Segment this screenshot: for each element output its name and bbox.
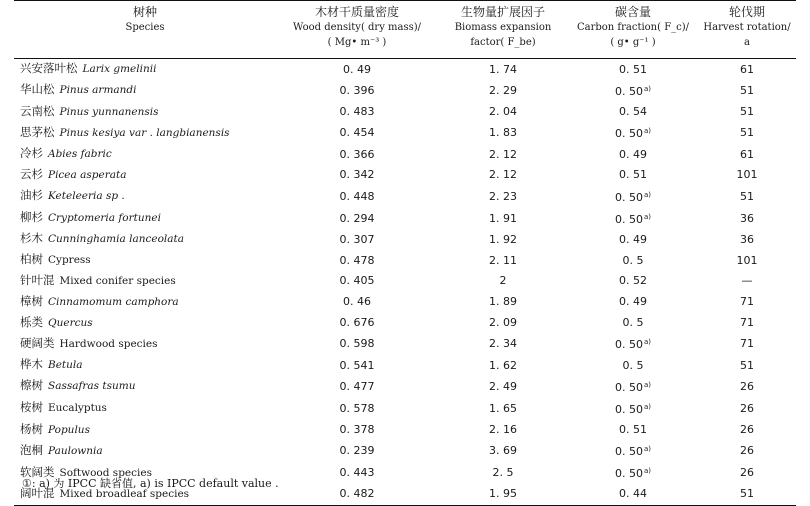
wood-density-cell [276, 80, 438, 102]
wood-density-cell [276, 250, 438, 271]
species-name-cell [14, 440, 276, 462]
biomass-expansion-cell [438, 313, 568, 334]
wood-density-cell-value: 0. 294 [339, 211, 375, 225]
harvest-rotation-cell-value: 36 [740, 211, 754, 225]
carbon-fraction-cell-value: 0. 54 [619, 105, 647, 119]
carbon-fraction-cell [568, 292, 698, 313]
carbon-fraction-cell [568, 271, 698, 292]
carbon-fraction-cell [568, 186, 698, 208]
harvest-rotation-cell [698, 355, 796, 376]
biomass-expansion-cell-value: 2. 29 [489, 83, 517, 97]
species-chinese-name: 柳杉 [20, 210, 43, 225]
wood-density-cell-value: 0. 448 [339, 189, 375, 203]
carbon-fraction-cell-value: 0. 50 [614, 445, 643, 459]
biomass-expansion-cell-value: 1. 65 [489, 401, 517, 415]
harvest-rotation-cell-value: 51 [740, 358, 754, 372]
wood-density-cell [276, 376, 438, 398]
biomass-expansion-cell-value: 1. 74 [489, 62, 517, 76]
wood-density-cell [276, 208, 438, 230]
ipcc-default-note-marker: a) [643, 127, 652, 136]
table-row [14, 186, 796, 208]
table-row [14, 165, 796, 186]
species-name-cell [14, 355, 276, 376]
species-latin-name: Picea asperata [48, 168, 127, 181]
wood-density-cell [276, 440, 438, 462]
wood-density-cell-value: 0. 478 [339, 253, 375, 267]
species-latin-name: Paulownia [48, 444, 103, 457]
table-row [14, 440, 796, 462]
carbon-fraction-cell-value: 0. 44 [619, 487, 647, 501]
harvest-rotation-cell-value: 26 [740, 423, 754, 437]
wood-density-cell-value: 0. 541 [339, 358, 375, 372]
table-row [14, 102, 796, 123]
biomass-expansion-cell [438, 355, 568, 376]
biomass-expansion-cell [438, 376, 568, 398]
carbon-fraction-cell-value: 0. 50 [614, 84, 643, 98]
table-row [14, 376, 796, 398]
carbon-fraction-cell [568, 440, 698, 462]
species-chinese-name: 柏树 [20, 252, 43, 267]
biomass-expansion-cell [438, 398, 568, 420]
carbon-fraction-cell [568, 250, 698, 271]
species-name-cell [14, 398, 276, 420]
species-name-cell [14, 144, 276, 165]
harvest-rotation-cell-value: 51 [740, 189, 754, 203]
wood-density-cell-value: 0. 578 [339, 401, 375, 415]
harvest-rotation-cell-value: 101 [736, 168, 758, 182]
biomass-expansion-cell-value: 3. 69 [489, 444, 517, 458]
harvest-rotation-cell-value: 26 [740, 379, 754, 393]
wood-density-cell [276, 122, 438, 144]
biomass-expansion-cell-value: 2. 16 [489, 423, 517, 437]
carbon-fraction-cell [568, 122, 698, 144]
harvest-rotation-cell [698, 333, 796, 355]
carbon-fraction-cell-value: 0. 50 [614, 338, 643, 352]
harvest-rotation-cell-value: 26 [740, 401, 754, 415]
species-latin-name: Abies fabric [48, 148, 112, 161]
species-chinese-name: 檫树 [20, 378, 43, 393]
harvest-rotation-cell-value: 51 [740, 487, 754, 501]
species-chinese-name: 华山松 [20, 82, 55, 97]
wood-density-cell-value: 0. 342 [339, 168, 375, 182]
species-latin-name: Cryptomeria fortunei [48, 212, 161, 225]
biomass-expansion-cell [438, 186, 568, 208]
species-latin-name: Quercus [48, 316, 93, 329]
biomass-expansion-cell [438, 165, 568, 186]
carbon-fraction-cell [568, 229, 698, 250]
species-chinese-name: 栎类 [20, 314, 43, 329]
species-latin-name: Eucalyptus [48, 402, 107, 415]
species-chinese-name: 桉树 [20, 400, 43, 415]
biomass-expansion-cell [438, 440, 568, 462]
table-row [14, 292, 796, 313]
carbon-fraction-cell [568, 420, 698, 441]
species-latin-name: Mixed conifer species [59, 274, 176, 287]
biomass-expansion-cell-value: 2. 04 [489, 105, 517, 119]
harvest-rotation-cell [698, 80, 796, 102]
table-row [14, 355, 796, 376]
carbon-fraction-cell-value: 0. 50 [614, 127, 643, 141]
wood-density-cell [276, 484, 438, 505]
biomass-expansion-cell [438, 420, 568, 441]
species-chinese-name: 阔叶混 [20, 485, 55, 500]
biomass-expansion-cell-value: 1. 95 [489, 487, 517, 501]
carbon-fraction-cell [568, 355, 698, 376]
harvest-rotation-cell-value: 51 [740, 126, 754, 140]
wood-density-cell-value: 0. 443 [339, 466, 375, 480]
wood-density-cell [276, 292, 438, 313]
ipcc-default-note-marker: a) [643, 338, 652, 347]
carbon-fraction-cell [568, 59, 698, 80]
carbon-fraction-cell-value: 0. 49 [619, 147, 647, 161]
carbon-fraction-cell-value: 0. 50 [614, 402, 643, 416]
species-chinese-name: 针叶混 [20, 272, 55, 287]
species-name-cell [14, 250, 276, 271]
carbon-fraction-cell-value: 0. 51 [619, 62, 647, 76]
harvest-rotation-cell [698, 398, 796, 420]
table-row [14, 271, 796, 292]
species-chinese-name: 杉木 [20, 231, 43, 246]
harvest-rotation-cell [698, 229, 796, 250]
harvest-rotation-cell [698, 144, 796, 165]
harvest-rotation-cell-value: 61 [740, 62, 754, 76]
carbon-fraction-cell-value: 0. 5 [622, 253, 644, 267]
table-header-row [14, 1, 796, 59]
carbon-fraction-cell-value: 0. 49 [619, 232, 647, 246]
biomass-expansion-cell-value: 2. 12 [489, 168, 517, 182]
table-row [14, 420, 796, 441]
carbon-fraction-cell-value: 0. 50 [614, 467, 643, 481]
carbon-fraction-cell [568, 165, 698, 186]
carbon-fraction-cell-value: 0. 50 [614, 190, 643, 204]
carbon-fraction-cell-value: 0. 5 [622, 358, 644, 372]
wood-density-cell-value: 0. 49 [343, 62, 371, 76]
species-latin-name: Larix gmelinii [82, 63, 157, 75]
harvest-rotation-cell [698, 440, 796, 462]
species-chinese-name: 樟树 [20, 293, 43, 308]
biomass-expansion-cell-value: 1. 91 [489, 211, 517, 225]
carbon-fraction-cell [568, 462, 698, 484]
table-row [14, 59, 796, 80]
carbon-fraction-cell-value: 0. 5 [622, 316, 644, 330]
harvest-rotation-cell-value: 71 [740, 337, 754, 351]
harvest-rotation-cell [698, 313, 796, 334]
species-name-cell [14, 313, 276, 334]
carbon-fraction-cell [568, 376, 698, 398]
ipcc-default-note-marker: a) [643, 467, 652, 476]
species-latin-name: Keteleeria sp . [48, 190, 125, 203]
harvest-rotation-cell-value: 26 [740, 466, 754, 480]
species-name-cell [14, 208, 276, 230]
species-name-cell [14, 420, 276, 441]
wood-density-cell [276, 144, 438, 165]
carbon-fraction-cell-value: 0. 52 [619, 274, 647, 288]
wood-density-cell [276, 102, 438, 123]
table-row [14, 144, 796, 165]
species-chinese-name: 油杉 [20, 188, 43, 203]
biomass-expansion-cell-value: 1. 62 [489, 358, 517, 372]
carbon-fraction-cell-value: 0. 51 [619, 423, 647, 437]
species-name-cell [14, 102, 276, 123]
species-chinese-name: 泡桐 [20, 442, 43, 457]
harvest-rotation-cell [698, 462, 796, 484]
species-name-cell [14, 165, 276, 186]
table-row [14, 229, 796, 250]
biomass-expansion-cell [438, 229, 568, 250]
harvest-rotation-cell-value: — [741, 274, 753, 288]
species-latin-name: Cunninghamia lanceolata [48, 233, 184, 246]
biomass-expansion-cell [438, 208, 568, 230]
harvest-rotation-cell-value: 71 [740, 295, 754, 309]
biomass-expansion-cell-value: 1. 89 [489, 295, 517, 309]
table-row [14, 398, 796, 420]
wood-density-cell-value: 0. 598 [339, 337, 375, 351]
wood-density-cell [276, 271, 438, 292]
ipcc-default-note-marker: a) [643, 380, 652, 389]
table-row [14, 333, 796, 355]
biomass-expansion-cell [438, 80, 568, 102]
species-chinese-name: 软阔类 [20, 464, 55, 479]
wood-density-cell [276, 165, 438, 186]
harvest-rotation-cell [698, 271, 796, 292]
wood-density-cell [276, 398, 438, 420]
harvest-rotation-cell [698, 59, 796, 80]
wood-density-cell-value: 0. 307 [339, 232, 375, 246]
harvest-rotation-cell-value: 26 [740, 444, 754, 458]
harvest-rotation-cell [698, 122, 796, 144]
carbon-fraction-cell-value: 0. 51 [619, 168, 647, 182]
table-row [14, 208, 796, 230]
ipcc-default-note-marker: a) [643, 190, 652, 199]
biomass-expansion-cell [438, 122, 568, 144]
wood-density-cell-value: 0. 366 [339, 147, 375, 161]
carbon-fraction-cell-value: 0. 50 [614, 212, 643, 226]
species-latin-name: Cinnamomum camphora [48, 295, 179, 308]
harvest-rotation-cell-value: 51 [740, 105, 754, 119]
header-biomass-expansion: 生物量扩展因子 Biomass expansion factor( F_be) [438, 1, 568, 59]
species-latin-name: Betula [48, 359, 83, 372]
ipcc-default-note-marker: a) [643, 445, 652, 454]
biomass-expansion-cell-value: 2. 23 [489, 189, 517, 203]
species-latin-name: Populus [48, 423, 90, 436]
species-chinese-name: 硬阔类 [20, 335, 55, 350]
biomass-expansion-cell [438, 59, 568, 80]
carbon-fraction-cell [568, 208, 698, 230]
header-species: 树种 Species [14, 1, 276, 59]
harvest-rotation-cell [698, 250, 796, 271]
biomass-expansion-cell [438, 250, 568, 271]
wood-density-cell-value: 0. 396 [339, 83, 375, 97]
carbon-fraction-cell [568, 102, 698, 123]
species-latin-name: Hardwood species [59, 337, 158, 350]
biomass-expansion-cell-value: 1. 92 [489, 232, 517, 246]
species-latin-name: Pinus kesiya var . langbianensis [59, 126, 230, 139]
header-wood-density: 木材干质量密度 Wood density( dry mass)/ ( Mg• m⁻³ ) [276, 1, 438, 59]
species-name-cell [14, 229, 276, 250]
species-name-cell [14, 292, 276, 313]
species-name-cell [14, 80, 276, 102]
wood-density-cell [276, 313, 438, 334]
species-parameter-table [14, 0, 796, 506]
species-chinese-name: 桦木 [20, 357, 43, 372]
carbon-fraction-cell [568, 80, 698, 102]
carbon-fraction-cell-value: 0. 49 [619, 295, 647, 309]
wood-density-cell [276, 186, 438, 208]
ipcc-default-note-marker: a) [643, 402, 652, 411]
wood-density-cell-value: 0. 477 [339, 379, 375, 393]
biomass-expansion-cell [438, 462, 568, 484]
biomass-expansion-cell [438, 292, 568, 313]
harvest-rotation-cell [698, 186, 796, 208]
biomass-expansion-cell [438, 484, 568, 505]
harvest-rotation-cell [698, 165, 796, 186]
carbon-fraction-cell [568, 333, 698, 355]
wood-density-cell-value: 0. 483 [339, 105, 375, 119]
biomass-expansion-cell-value: 2. 34 [489, 337, 517, 351]
harvest-rotation-cell-value: 36 [740, 232, 754, 246]
carbon-fraction-cell [568, 398, 698, 420]
ipcc-default-note-marker: a) [643, 212, 652, 221]
carbon-fraction-cell [568, 484, 698, 505]
wood-density-cell-value: 0. 454 [339, 126, 375, 140]
table-row [14, 80, 796, 102]
biomass-expansion-cell-value: 2. 11 [489, 253, 517, 267]
harvest-rotation-cell [698, 102, 796, 123]
carbon-fraction-cell [568, 313, 698, 334]
biomass-expansion-cell [438, 102, 568, 123]
table-row [14, 250, 796, 271]
species-latin-name: Softwood species [59, 466, 152, 479]
wood-density-cell-value: 0. 676 [339, 316, 375, 330]
species-name-cell [14, 376, 276, 398]
harvest-rotation-cell [698, 292, 796, 313]
species-name-cell [14, 186, 276, 208]
wood-density-cell [276, 333, 438, 355]
species-latin-name: Pinus yunnanensis [59, 105, 159, 118]
biomass-expansion-cell [438, 333, 568, 355]
species-chinese-name: 冷杉 [20, 146, 43, 161]
species-name-cell [14, 271, 276, 292]
wood-density-cell-value: 0. 405 [339, 274, 375, 288]
species-chinese-name: 思茅松 [20, 124, 55, 139]
carbon-fraction-cell-value: 0. 50 [614, 380, 643, 394]
species-chinese-name: 兴安落叶松 [20, 61, 78, 75]
harvest-rotation-cell-value: 61 [740, 147, 754, 161]
wood-density-cell-value: 0. 46 [343, 295, 371, 309]
species-chinese-name: 云南松 [20, 103, 55, 118]
wood-density-cell [276, 462, 438, 484]
species-chinese-name: 杨树 [20, 421, 43, 436]
biomass-expansion-cell [438, 271, 568, 292]
ipcc-default-note-marker: a) [643, 84, 652, 93]
wood-density-cell-value: 0. 239 [339, 444, 375, 458]
species-latin-name: Sassafras tsumu [48, 380, 136, 393]
species-latin-name: Mixed broadleaf species [59, 487, 190, 500]
header-carbon-fraction: 碳含量 Carbon fraction( F_c)/ ( g• g⁻¹ ) [568, 1, 698, 59]
harvest-rotation-cell [698, 484, 796, 505]
table-body [14, 59, 796, 506]
biomass-expansion-cell-value: 2. 49 [489, 379, 517, 393]
wood-density-cell [276, 355, 438, 376]
species-name-cell [14, 122, 276, 144]
wood-density-cell [276, 420, 438, 441]
harvest-rotation-cell [698, 376, 796, 398]
species-chinese-name: 云杉 [20, 166, 43, 181]
biomass-expansion-cell [438, 144, 568, 165]
carbon-fraction-cell [568, 144, 698, 165]
wood-density-cell [276, 59, 438, 80]
wood-density-cell-value: 0. 378 [339, 423, 375, 437]
biomass-expansion-cell-value: 2. 5 [492, 466, 514, 480]
harvest-rotation-cell [698, 208, 796, 230]
biomass-expansion-cell-value: 2 [499, 274, 507, 288]
wood-density-cell-value: 0. 482 [339, 487, 375, 501]
harvest-rotation-cell-value: 101 [736, 253, 758, 267]
table-row [14, 122, 796, 144]
wood-density-cell [276, 229, 438, 250]
species-latin-name: Cypress [48, 254, 91, 267]
biomass-expansion-cell-value: 2. 12 [489, 147, 517, 161]
table-footnote: ①: a) 为 IPCC 缺省值, a) is IPCC default value . [22, 477, 279, 490]
harvest-rotation-cell [698, 420, 796, 441]
table-row [14, 313, 796, 334]
header-harvest-rotation: 轮伐期 Harvest rotation/ a [698, 1, 796, 59]
biomass-expansion-cell-value: 1. 83 [489, 126, 517, 140]
biomass-expansion-cell-value: 2. 09 [489, 316, 517, 330]
species-name-cell [14, 59, 276, 80]
species-name-cell [14, 333, 276, 355]
harvest-rotation-cell-value: 51 [740, 83, 754, 97]
harvest-rotation-cell-value: 71 [740, 316, 754, 330]
species-latin-name: Pinus armandi [59, 84, 137, 97]
